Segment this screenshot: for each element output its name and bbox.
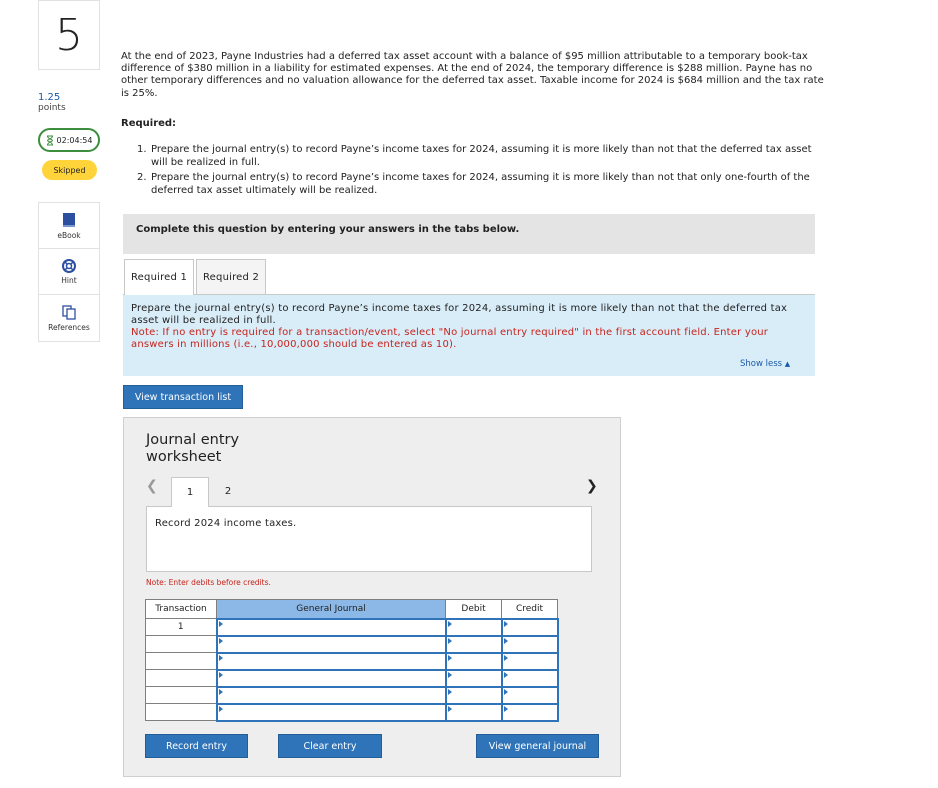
hint-button[interactable] — [39, 249, 99, 295]
input-marker-icon — [504, 638, 508, 644]
ebook-label: eBook — [57, 230, 81, 240]
references-button[interactable] — [39, 295, 99, 341]
worksheet-page-1[interactable]: 1 — [171, 477, 209, 507]
input-marker-icon — [448, 689, 452, 695]
tab-required-1[interactable]: Required 1 — [124, 259, 194, 295]
copy-icon — [62, 305, 76, 320]
debit-input[interactable] — [446, 687, 502, 704]
complete-instruction-bar: Complete this question by entering your answers in the tabs below. — [123, 214, 815, 254]
chevron-left-icon[interactable]: ❮ — [146, 478, 158, 494]
dropdown-arrow-icon — [219, 655, 223, 661]
worksheet-title: Journal entry worksheet — [146, 432, 240, 465]
points-number: 1.25 — [38, 92, 61, 103]
question-text: At the end of 2023, Payne Industries had a deferred tax asset account with a balance of $95 million attributable to a temporary book-tax difference of $380 million in a liability for estimated expenses. At the end of 2024, the temporary difference is $288 million. Payne has no other temporary differences and no valuation allowance for the deferred tax asset. Taxable income for 2024 is $684 million and the tax rate is 25%. — [121, 51, 824, 99]
clear-entry-button[interactable]: Clear entry — [278, 734, 382, 758]
entry-description-box: Record 2024 income taxes. — [146, 506, 592, 572]
requirement-text: Prepare the journal entry(s) to record Payne’s income taxes for 2024, assuming it is more likely than not that the deferred tax asset will be realized in full. — [151, 144, 812, 168]
dropdown-arrow-icon — [219, 672, 223, 678]
credit-input[interactable] — [502, 670, 558, 687]
worksheet-page-2[interactable]: 2 — [224, 485, 232, 497]
dropdown-arrow-icon — [219, 621, 223, 627]
question-number: 5 — [38, 0, 100, 70]
book-icon — [62, 212, 76, 228]
ebook-button[interactable] — [39, 203, 99, 249]
references-label: References — [48, 322, 90, 332]
transaction-cell — [146, 670, 217, 687]
points-value — [38, 92, 66, 114]
credit-input[interactable] — [502, 653, 558, 670]
input-marker-icon — [448, 638, 452, 644]
table-row — [146, 653, 558, 670]
debit-input[interactable] — [446, 636, 502, 653]
credit-input[interactable] — [502, 636, 558, 653]
caret-up-icon: ▲ — [784, 360, 791, 368]
input-marker-icon — [504, 689, 508, 695]
account-input[interactable] — [217, 687, 446, 704]
required-heading: Required: — [121, 118, 177, 129]
journal-worksheet-panel — [123, 417, 621, 777]
view-transaction-list-button[interactable]: View transaction list — [123, 385, 243, 409]
instructions-note: Note: If no entry is required for a transaction/event, select "No journal entry required" in the first account field. Enter your answers in millions (i.e., 10,000,000 should be entered as 10). — [131, 327, 769, 350]
col-general-journal: General Journal — [217, 600, 446, 619]
show-less-link[interactable] — [740, 359, 790, 369]
col-transaction: Transaction — [146, 600, 217, 619]
requirement-number: 1. — [137, 144, 147, 155]
debit-input[interactable] — [446, 704, 502, 721]
credit-input[interactable] — [502, 619, 558, 636]
show-less-label: Show less — [740, 359, 783, 369]
credit-input[interactable] — [502, 687, 558, 704]
table-row — [146, 619, 558, 636]
account-input[interactable] — [217, 636, 446, 653]
transaction-cell: 1 — [146, 619, 217, 636]
debits-credits-note: Note: Enter debits before credits. — [146, 578, 271, 587]
requirement-number: 2. — [137, 172, 147, 183]
account-input[interactable] — [217, 704, 446, 721]
input-marker-icon — [448, 621, 452, 627]
dropdown-arrow-icon — [219, 706, 223, 712]
transaction-cell — [146, 704, 217, 721]
debit-input[interactable] — [446, 670, 502, 687]
instructions-text: Prepare the journal entry(s) to record Payne’s income taxes for 2024, assuming it is more likely than not that the deferred tax asset will be realized in full. — [131, 303, 788, 326]
record-entry-button[interactable]: Record entry — [145, 734, 248, 758]
tool-list — [38, 202, 100, 342]
hourglass-icon — [46, 135, 54, 146]
table-row — [146, 704, 558, 721]
col-debit: Debit — [446, 600, 502, 619]
requirement-text: Prepare the journal entry(s) to record Payne’s income taxes for 2024, assuming it is more likely than not that only one-fourth of the deferred tax asset ultimately will be realized. — [151, 172, 810, 196]
input-marker-icon — [448, 706, 452, 712]
dropdown-arrow-icon — [219, 689, 223, 695]
account-input[interactable] — [217, 619, 446, 636]
timer-text: 02:04:54 — [56, 135, 93, 145]
dropdown-arrow-icon — [219, 638, 223, 644]
input-marker-icon — [504, 621, 508, 627]
input-marker-icon — [504, 706, 508, 712]
view-general-journal-button[interactable]: View general journal — [476, 734, 599, 758]
tab-required-2[interactable]: Required 2 — [196, 259, 266, 295]
instructions-panel — [123, 295, 815, 376]
requirement-item — [137, 143, 827, 169]
input-marker-icon — [448, 655, 452, 661]
journal-table — [145, 599, 559, 722]
input-marker-icon — [504, 672, 508, 678]
table-row — [146, 636, 558, 653]
requirements-list — [137, 143, 827, 197]
requirement-item — [137, 171, 827, 197]
col-credit: Credit — [502, 600, 558, 619]
transaction-cell — [146, 687, 217, 704]
account-input[interactable] — [217, 653, 446, 670]
account-input[interactable] — [217, 670, 446, 687]
input-marker-icon — [448, 672, 452, 678]
table-row — [146, 670, 558, 687]
transaction-cell — [146, 636, 217, 653]
chevron-right-icon[interactable]: ❯ — [586, 478, 598, 494]
points-label: points — [38, 103, 66, 113]
debit-input[interactable] — [446, 619, 502, 636]
input-marker-icon — [504, 655, 508, 661]
debit-input[interactable] — [446, 653, 502, 670]
status-badge: Skipped — [42, 160, 97, 180]
timer-badge — [38, 128, 100, 152]
table-row — [146, 687, 558, 704]
transaction-cell — [146, 653, 217, 670]
lifebuoy-icon — [62, 259, 76, 273]
credit-input[interactable] — [502, 704, 558, 721]
hint-label: Hint — [61, 275, 77, 285]
